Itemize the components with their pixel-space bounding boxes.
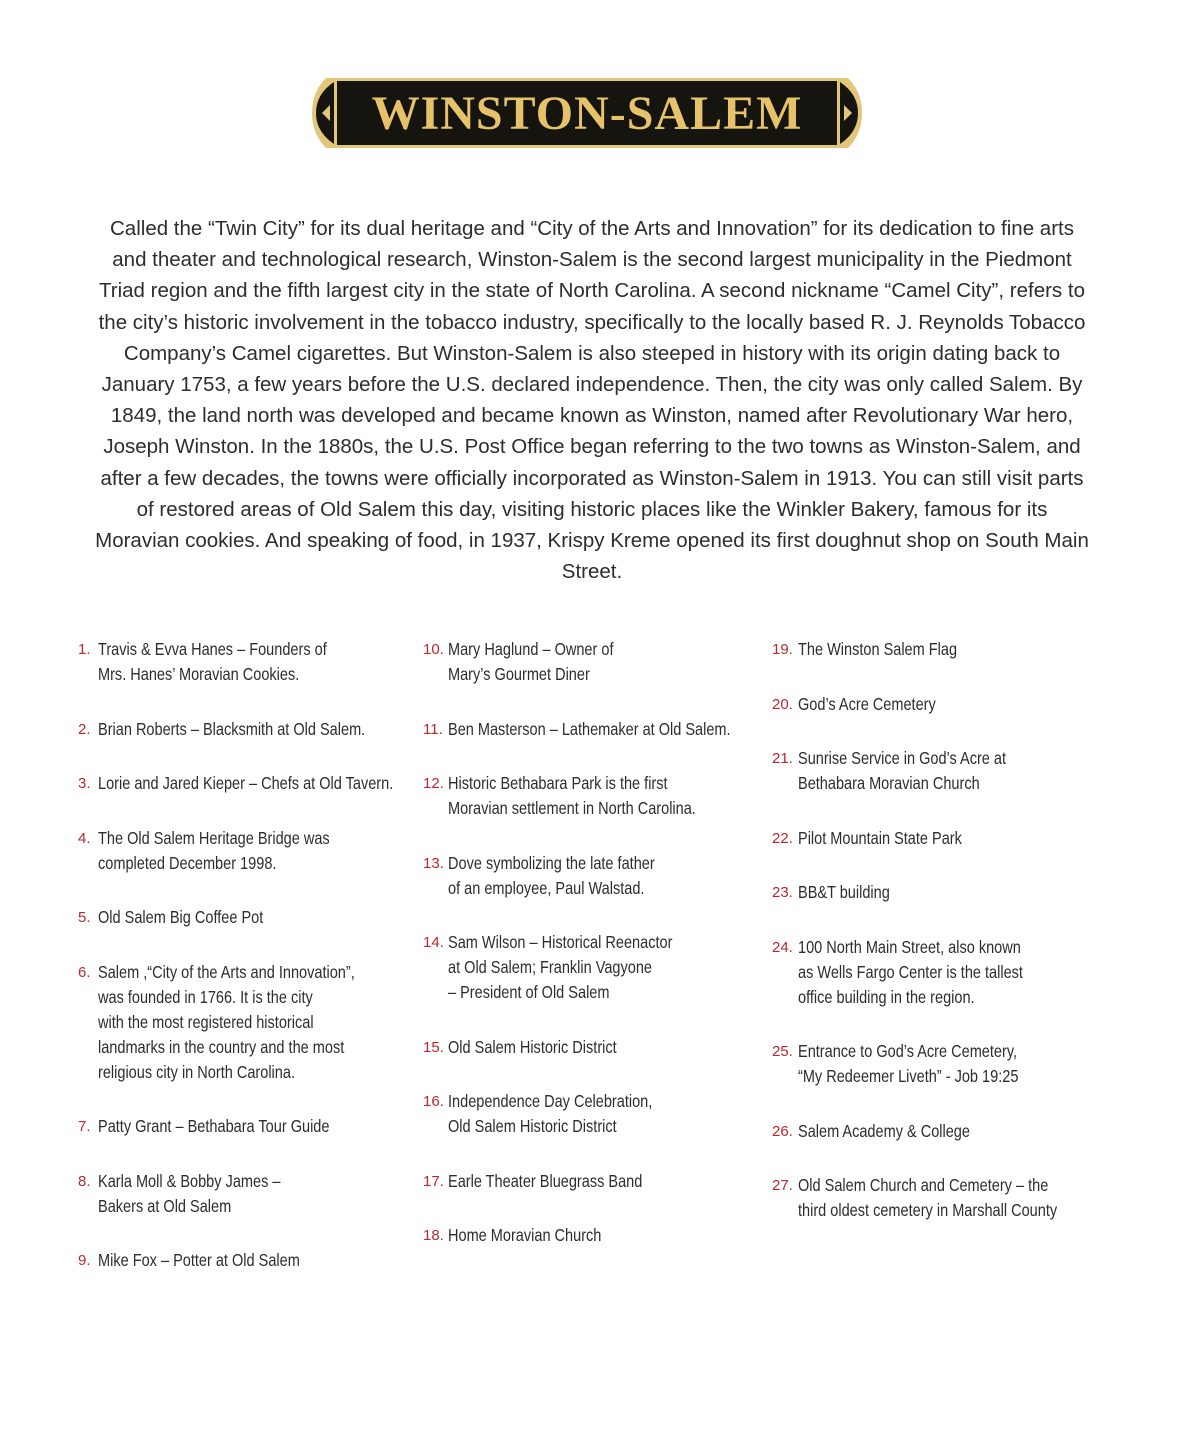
caption-item xyxy=(423,851,768,901)
caption-item xyxy=(772,826,1172,851)
intro-paragraph: Called the “Twin City” for its dual heritage and “City of the Arts and Innovation” for its dedication to fine arts and theater and technological research, Winston-Salem is the second largest municipality in the Piedmont Triad region and the fifth largest city in the state of North Carolina. A second nickname “Camel City”, refers to the city’s historic involvement in the tobacco industry, specifically to the locally based R. J. Reynolds Tobacco Company’s Camel cigarettes. But Winston-Salem is also steeped in history with its origin dating back to January 1753, a few years before the U.S. declared independence. Then, the city was only called Salem. By 1849, the land north was developed and became known as Winston, named after Revolutionary War hero, Joseph Winston. In the 1880s, the U.S. Post Office began referring to the two towns as Winston-Salem, and after a few decades, the towns were officially incorporated as Winston-Salem in 1913. You can still visit parts of restored areas of Old Salem this day, visiting historic places like the Winkler Bakery, famous for its Moravian cookies. And speaking of food, in 1937, Krispy Kreme opened its first doughnut shop on South Main Street. xyxy=(95,217,1089,584)
caption-number: 7. xyxy=(78,1118,91,1135)
caption-number: 2. xyxy=(78,720,91,738)
caption-item xyxy=(78,1248,423,1273)
caption-text: The Old Salem Heritage Bridge was completed December 1998. xyxy=(98,827,330,873)
caption-item xyxy=(772,746,1172,796)
caption-number: 22. xyxy=(772,829,793,847)
caption-item xyxy=(772,1039,1172,1089)
captions-column-3 xyxy=(772,637,1172,1253)
caption-text: Sunrise Service in God’s Acre at Bethabara Moravian Church xyxy=(798,748,1007,793)
caption-text: Mike Fox – Potter at Old Salem xyxy=(98,1250,300,1270)
caption-text: Pilot Mountain State Park xyxy=(798,827,962,848)
caption-text: Old Salem Historic District xyxy=(448,1036,617,1057)
caption-number: 25. xyxy=(772,1043,793,1060)
caption-item xyxy=(772,1173,1172,1223)
caption-text: God’s Acre Cemetery xyxy=(798,693,936,714)
caption-text: Travis & Evva Hanes – Founders of Mrs. Hanes’ Moravian Cookies. xyxy=(98,639,327,684)
caption-text: Dove symbolizing the late father of an employee, Paul Walstad. xyxy=(448,852,655,898)
caption-number: 20. xyxy=(772,695,793,713)
caption-text: Entrance to God’s Acre Cemetery, “My Redeemer Liveth” - Job 19:25 xyxy=(798,1041,1019,1086)
caption-number: 27. xyxy=(772,1177,793,1194)
caption-text: Home Moravian Church xyxy=(448,1225,602,1245)
caption-text: Ben Masterson – Lathemaker at Old Salem. xyxy=(448,718,731,739)
caption-number: 5. xyxy=(78,909,91,926)
caption-item xyxy=(78,637,423,687)
caption-text: Lorie and Jared Kieper – Chefs at Old Tavern. xyxy=(98,773,394,793)
caption-number: 24. xyxy=(772,938,793,956)
caption-number: 10. xyxy=(423,641,444,658)
caption-text: Mary Haglund – Owner of Mary’s Gourmet Diner xyxy=(448,639,614,684)
caption-item xyxy=(423,717,768,742)
caption-number: 18. xyxy=(423,1227,444,1244)
caption-number: 16. xyxy=(423,1093,444,1110)
caption-number: 15. xyxy=(423,1038,444,1056)
caption-text: Earle Theater Bluegrass Band xyxy=(448,1170,643,1191)
caption-number: 6. xyxy=(78,963,91,981)
caption-text: Salem ,“City of the Arts and Innovation”, was founded in 1766. It is the city with the most registered historical landmarks in the country and the most religious city in North Carolina. xyxy=(98,961,355,1082)
page-title: WINSTON-SALEM xyxy=(371,86,803,140)
captions-column-1 xyxy=(78,637,423,1303)
caption-item xyxy=(78,717,423,742)
caption-item xyxy=(423,1035,768,1060)
caption-number: 12. xyxy=(423,775,444,792)
caption-number: 3. xyxy=(78,775,91,792)
caption-text: Brian Roberts – Blacksmith at Old Salem. xyxy=(98,718,366,739)
caption-item xyxy=(423,1169,768,1194)
caption-item xyxy=(423,1223,768,1248)
caption-item xyxy=(78,1114,423,1139)
caption-number: 9. xyxy=(78,1252,91,1269)
caption-number: 14. xyxy=(423,934,444,951)
title-banner xyxy=(312,78,862,148)
caption-text: BB&T building xyxy=(798,882,890,902)
captions-column-2 xyxy=(423,637,768,1278)
caption-item xyxy=(78,771,423,796)
caption-number: 21. xyxy=(772,750,793,767)
caption-text: Old Salem Church and Cemetery – the third oldest cemetery in Marshall County xyxy=(798,1175,1058,1220)
caption-text: Sam Wilson – Historical Reenactor at Old Salem; Franklin Vagyone – President of Old Salem xyxy=(448,932,673,1002)
caption-text: Karla Moll & Bobby James – Bakers at Old Salem xyxy=(98,1170,281,1216)
caption-item xyxy=(423,930,768,1005)
caption-number: 17. xyxy=(423,1172,444,1190)
caption-item xyxy=(78,905,423,930)
caption-item xyxy=(423,771,768,821)
caption-text: Salem Academy & College xyxy=(798,1120,970,1141)
caption-item xyxy=(423,1089,768,1139)
caption-item xyxy=(772,692,1172,717)
caption-item xyxy=(423,637,768,687)
caption-item xyxy=(78,960,423,1085)
caption-number: 4. xyxy=(78,829,91,847)
caption-number: 1. xyxy=(78,641,91,658)
caption-number: 13. xyxy=(423,854,444,872)
caption-text: Patty Grant – Bethabara Tour Guide xyxy=(98,1116,330,1136)
caption-item xyxy=(78,1169,423,1219)
caption-number: 26. xyxy=(772,1122,793,1140)
caption-number: 11. xyxy=(423,720,443,738)
caption-item xyxy=(772,1119,1172,1144)
caption-number: 8. xyxy=(78,1172,91,1190)
caption-number: 23. xyxy=(772,884,793,901)
caption-number: 19. xyxy=(772,641,793,658)
caption-text: 100 North Main Street, also known as Wells Fargo Center is the tallest office building in the region. xyxy=(798,936,1023,1007)
caption-text: Historic Bethabara Park is the first Moravian settlement in North Carolina. xyxy=(448,773,696,818)
caption-text: Old Salem Big Coffee Pot xyxy=(98,907,264,927)
caption-text: Independence Day Celebration, Old Salem Historic District xyxy=(448,1091,653,1136)
caption-text: The Winston Salem Flag xyxy=(798,639,958,659)
caption-item xyxy=(772,935,1172,1010)
caption-item xyxy=(772,880,1172,905)
caption-item xyxy=(772,637,1172,662)
caption-item xyxy=(78,826,423,876)
